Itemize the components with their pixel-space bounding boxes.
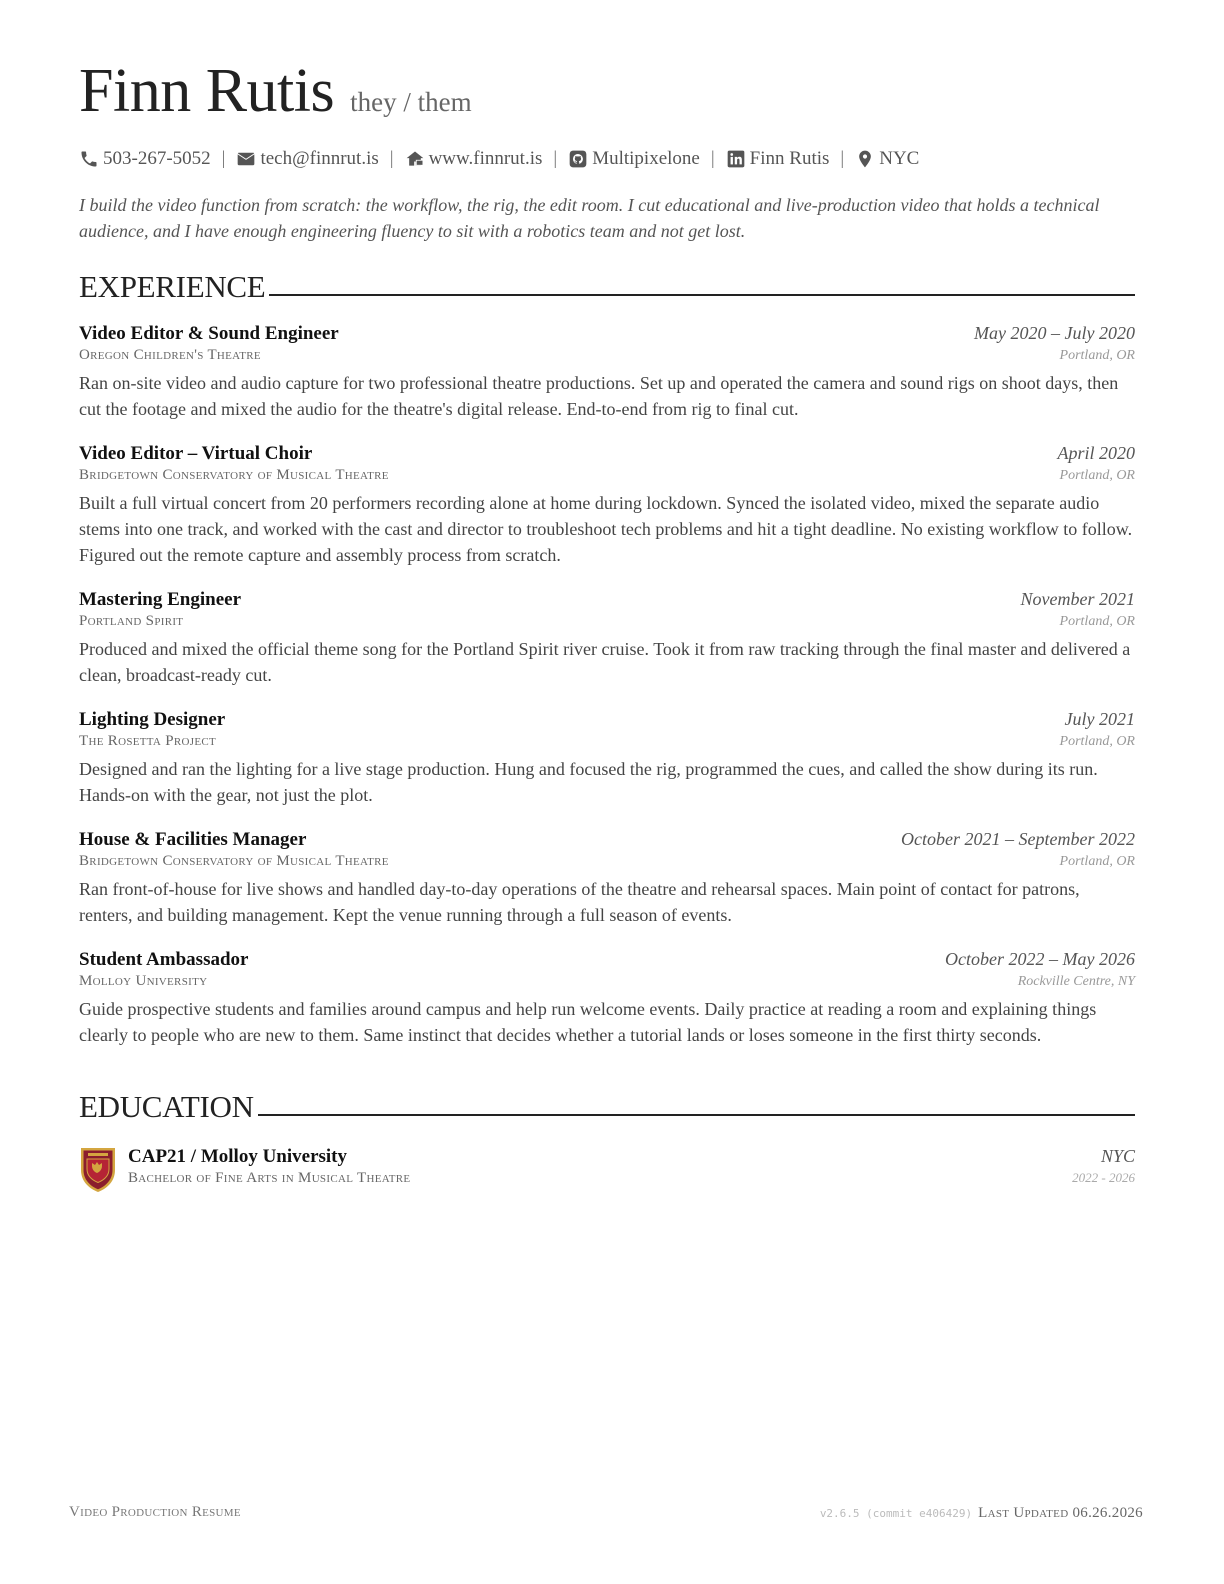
contact-phone[interactable]: [79, 148, 211, 170]
website-text: www.finnrut.is: [428, 148, 543, 169]
university-crest-icon: [79, 1146, 117, 1194]
section-rule: [258, 1114, 1135, 1116]
date-range: November 2021: [1020, 589, 1135, 609]
footer-title: Video Production Resume: [69, 1504, 241, 1520]
education-location: NYC: [1100, 1146, 1135, 1166]
experience-list: [79, 323, 1135, 1048]
map-pin-icon: [855, 149, 875, 169]
role-title: House & Facilities Manager: [79, 829, 307, 850]
experience-entry: [79, 829, 1135, 928]
linkedin-icon: [726, 149, 746, 169]
description: Guide prospective students and families around campus and help run welcome events. Daily practice at reading a room and explaining things clearly to people who are new to them. Same instinct that decides whether a tutorial lands or loses someone in the first thirty seconds.: [79, 999, 1097, 1045]
experience-heading: [79, 266, 1135, 302]
separator: |: [840, 148, 845, 169]
description: Built a full virtual concert from 20 performers recording alone at home during lockdown. Synced the isolated video, mixed the separate audio stems into one track, and worked with the cast and director to troubleshoot tech problems and hit a tight deadline. No existing workflow to follow. Figured out the remote capture and assembly process from scratch.: [79, 493, 1133, 565]
experience-entry: [79, 709, 1135, 808]
experience-entry: [79, 589, 1135, 688]
contact-website[interactable]: [405, 148, 543, 170]
separator: |: [221, 148, 226, 169]
section-title: EDUCATION: [79, 1089, 254, 1124]
date-range: October 2022 – May 2026: [945, 949, 1135, 969]
experience-entry: [79, 323, 1135, 422]
role-title: Lighting Designer: [79, 709, 226, 730]
organization: Portland Spirit: [79, 613, 184, 629]
contact-email[interactable]: [236, 148, 378, 170]
organization: Oregon Children's Theatre: [79, 347, 261, 363]
separator: |: [553, 148, 558, 169]
description: Produced and mixed the official theme song for the Portland Spirit river cruise. Took it from raw tracking through the final master and delivered a clean, broadcast-ready cut.: [79, 639, 1131, 685]
location: Portland, OR: [1059, 734, 1135, 749]
date-range: July 2021: [1064, 709, 1135, 729]
pronouns: they / them: [350, 87, 472, 117]
location: Rockville Centre, NY: [1017, 974, 1135, 989]
role-title: Student Ambassador: [79, 949, 249, 970]
contact-bar: [79, 148, 1135, 170]
organization: Bridgetown Conservatory of Musical Theatre: [79, 467, 389, 483]
contact-location: [855, 148, 919, 170]
email-text: tech@finnrut.is: [260, 148, 379, 169]
home-icon: [405, 149, 425, 169]
separator: |: [389, 148, 394, 169]
section-rule: [269, 294, 1135, 296]
linkedin-text: Finn Rutis: [749, 148, 830, 169]
date-range: October 2021 – September 2022: [901, 829, 1135, 849]
description: Ran front-of-house for live shows and handled day-to-day operations of the theatre and rehearsal spaces. Main point of contact for patrons, renters, and building management. Kept the venue running through a full season of events.: [79, 879, 1080, 925]
degree: Bachelor of Fine Arts in Musical Theatre: [128, 1170, 411, 1186]
role-title: Video Editor – Virtual Choir: [79, 443, 313, 464]
location-text: NYC: [879, 148, 920, 169]
envelope-icon: [236, 149, 256, 169]
summary: I build the video function from scratch: the workflow, the rig, the edit room. I cut educational and live-production video that holds a technical audience, and I have enough engineering fluency to sit with a robotics team and not get lost.: [79, 195, 1100, 241]
section-title: EXPERIENCE: [79, 269, 266, 304]
organization: The Rosetta Project: [79, 733, 216, 749]
last-updated: Last Updated 06.26.2026: [978, 1505, 1143, 1521]
github-icon: [568, 149, 588, 169]
description: Designed and ran the lighting for a live stage production. Hung and focused the rig, programmed the cues, and called the show during its run. Hands-on with the gear, not just the plot.: [79, 759, 1098, 805]
date-range: April 2020: [1057, 443, 1135, 463]
contact-github[interactable]: [568, 148, 700, 170]
phone-text: 503-267-5052: [103, 148, 211, 169]
footer-meta: [820, 1505, 1143, 1522]
separator: |: [710, 148, 715, 169]
location: Portland, OR: [1059, 614, 1135, 629]
education-years: 2022 - 2026: [1072, 1170, 1135, 1185]
location: Portland, OR: [1059, 468, 1135, 483]
organization: Molloy University: [79, 973, 208, 989]
education-entry: [79, 1146, 1135, 1194]
name-header: [79, 57, 1135, 134]
experience-entry: [79, 443, 1135, 568]
role-title: Mastering Engineer: [79, 589, 242, 610]
organization: Bridgetown Conservatory of Musical Theatre: [79, 853, 389, 869]
description: Ran on-site video and audio capture for two professional theatre productions. Set up and operated the camera and sound rigs on shoot days, then cut the footage and mixed the audio for the theatre's digital release. End-to-end from rig to final cut.: [79, 373, 1119, 419]
github-text: Multipixelone: [592, 148, 700, 169]
role-title: Video Editor & Sound Engineer: [79, 323, 339, 344]
school-name: CAP21 / Molloy University: [128, 1146, 348, 1167]
experience-entry: [79, 949, 1135, 1048]
location: Portland, OR: [1059, 348, 1135, 363]
education-heading: [79, 1086, 1135, 1122]
person-name: Finn Rutis: [79, 57, 335, 125]
location: Portland, OR: [1059, 854, 1135, 869]
date-range: May 2020 – July 2020: [974, 323, 1135, 343]
version-label: v2.6.5 (commit e406429): [819, 1507, 973, 1520]
phone-icon: [79, 149, 99, 169]
contact-linkedin[interactable]: [726, 148, 830, 170]
resume-page: [79, 57, 1135, 1194]
